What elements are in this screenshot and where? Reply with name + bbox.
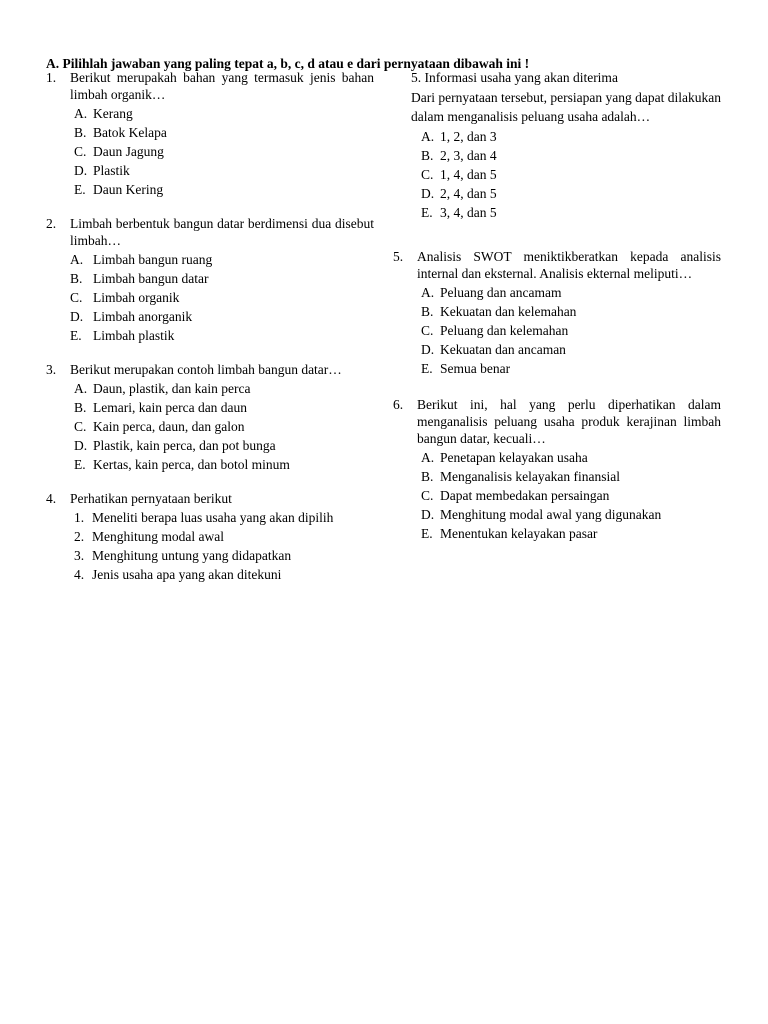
option-text: 2, 3, dan 4 xyxy=(440,148,497,163)
option-label: B. xyxy=(74,125,87,140)
option[interactable] xyxy=(46,181,374,198)
question-text: Analisis SWOT meniktikberatkan kepada analisis internal dan eksternal. Analisis ekternal meliputi… xyxy=(417,249,721,281)
statement-text: Meneliti berapa luas usaha yang akan dipilih xyxy=(92,510,334,525)
statement-item xyxy=(46,528,374,545)
option[interactable] xyxy=(46,251,374,268)
option-label: D. xyxy=(74,438,88,453)
option-label: D. xyxy=(421,507,435,522)
question-1 xyxy=(46,69,374,198)
question-text: Berikut ini, hal yang perlu diperhatikan dalam menganalisis peluang usaha produk kerajinan limbah bangun datar, kecuali… xyxy=(417,397,721,446)
option[interactable] xyxy=(46,437,374,454)
option-text: Limbah bangun ruang xyxy=(93,252,213,267)
option[interactable] xyxy=(393,322,721,339)
option-text: Peluang dan ancamam xyxy=(440,285,562,300)
question-number: 4. xyxy=(46,491,57,506)
option-text: Kerang xyxy=(93,106,133,121)
option[interactable] xyxy=(46,105,374,122)
option[interactable] xyxy=(393,468,721,485)
question-number: 5. xyxy=(393,249,404,264)
statement-number: 1. xyxy=(74,510,85,525)
option-label: C. xyxy=(421,488,434,503)
option-text: Penetapan kelayakan usaha xyxy=(440,450,588,465)
option-label: B. xyxy=(421,469,434,484)
question-3 xyxy=(46,361,374,473)
option-text: Daun Kering xyxy=(93,182,164,197)
option[interactable] xyxy=(46,143,374,160)
statement-text: Jenis usaha apa yang akan ditekuni xyxy=(92,567,282,582)
statement-item xyxy=(46,547,374,564)
option-text: 1, 4, dan 5 xyxy=(440,167,497,182)
question-text: Berikut merupakah bahan yang termasuk jenis bahan limbah organik… xyxy=(70,70,374,102)
option[interactable] xyxy=(393,487,721,504)
option[interactable] xyxy=(46,162,374,179)
option-text: Limbah bangun datar xyxy=(93,271,209,286)
option-label: B. xyxy=(421,304,434,319)
option-text: Menghitung modal awal yang digunakan xyxy=(440,507,662,522)
question-number: 3. xyxy=(46,362,57,377)
statement-number: 3. xyxy=(74,548,85,563)
option-text: Plastik xyxy=(93,163,130,178)
question-number: 2. xyxy=(46,216,57,231)
option-label: E. xyxy=(74,457,86,472)
question-number: 6. xyxy=(393,397,404,412)
option-label: D. xyxy=(421,342,435,357)
option[interactable] xyxy=(393,449,721,466)
statement-item-5: 5. Informasi usaha yang akan diterima xyxy=(411,70,618,85)
question-6 xyxy=(393,396,721,542)
option-text: Limbah organik xyxy=(93,290,180,305)
question-text: Berikut merupakan contoh limbah bangun datar… xyxy=(70,362,342,377)
option-label: C. xyxy=(74,144,87,159)
option-label: B. xyxy=(74,400,87,415)
section-heading: A. Pilihlah jawaban yang paling tepat a, b, c, d atau e dari pernyataan dibawah ini ! xyxy=(46,56,530,71)
option[interactable] xyxy=(46,327,374,344)
option-text: Daun, plastik, dan kain perca xyxy=(93,381,251,396)
option-text: 1, 2, dan 3 xyxy=(440,129,497,144)
option-text: Daun Jagung xyxy=(93,144,164,159)
option-label: A. xyxy=(74,106,88,121)
option[interactable] xyxy=(393,506,721,523)
option-text: Limbah anorganik xyxy=(93,309,193,324)
option-text: Kekuatan dan ancaman xyxy=(440,342,566,357)
option[interactable] xyxy=(46,418,374,435)
option-label: C. xyxy=(421,323,434,338)
option-label: E. xyxy=(421,205,433,220)
question-text: Limbah berbentuk bangun datar berdimensi dua disebut limbah… xyxy=(70,216,374,248)
option[interactable] xyxy=(393,147,721,164)
right-column xyxy=(393,69,721,556)
option-label: C. xyxy=(421,167,434,182)
option-text: Lemari, kain perca dan daun xyxy=(93,400,248,415)
option-text: Kertas, kain perca, dan botol minum xyxy=(93,457,290,472)
option-label: A. xyxy=(421,450,435,465)
left-column xyxy=(46,69,374,597)
option[interactable] xyxy=(46,456,374,473)
option-text: 2, 4, dan 5 xyxy=(440,186,497,201)
option[interactable] xyxy=(393,303,721,320)
option[interactable] xyxy=(393,341,721,358)
statement-number: 2. xyxy=(74,529,85,544)
question-number: 1. xyxy=(46,70,57,85)
option-text: 3, 4, dan 5 xyxy=(440,205,497,220)
option[interactable] xyxy=(393,128,721,145)
option[interactable] xyxy=(46,308,374,325)
option-label: B. xyxy=(70,271,83,286)
option-label: E. xyxy=(70,328,82,343)
option-text: Limbah plastik xyxy=(93,328,175,343)
option-text: Menganalisis kelayakan finansial xyxy=(440,469,620,484)
option-label: E. xyxy=(421,526,433,541)
option-label: A. xyxy=(74,381,88,396)
option[interactable] xyxy=(46,124,374,141)
question-4-continued xyxy=(393,69,721,221)
option[interactable] xyxy=(393,166,721,183)
statement-text: Menghitung modal awal xyxy=(92,529,224,544)
question-2 xyxy=(46,215,374,344)
option-label: E. xyxy=(421,361,433,376)
option[interactable] xyxy=(46,380,374,397)
option-label: A. xyxy=(421,129,435,144)
option-text: Plastik, kain perca, dan pot bunga xyxy=(93,438,276,453)
option-text: Batok Kelapa xyxy=(93,125,167,140)
question-text: Perhatikan pernyataan berikut xyxy=(70,491,232,506)
statement-number: 4. xyxy=(74,567,85,582)
option[interactable] xyxy=(393,204,721,221)
option-label: A. xyxy=(70,252,84,267)
option[interactable] xyxy=(393,360,721,377)
option-text: Kain perca, daun, dan galon xyxy=(93,419,245,434)
option-label: E. xyxy=(74,182,86,197)
option[interactable] xyxy=(393,525,721,542)
option-text: Peluang dan kelemahan xyxy=(440,323,569,338)
option-label: A. xyxy=(421,285,435,300)
option[interactable] xyxy=(46,399,374,416)
option-label: C. xyxy=(70,290,83,305)
option-text: Kekuatan dan kelemahan xyxy=(440,304,577,319)
statement-item xyxy=(46,509,374,526)
question-4 xyxy=(46,490,374,583)
statement-item xyxy=(46,566,374,583)
option[interactable] xyxy=(46,289,374,306)
option-label: D. xyxy=(421,186,435,201)
option-label: B. xyxy=(421,148,434,163)
option[interactable] xyxy=(393,185,721,202)
option-text: Semua benar xyxy=(440,361,511,376)
option[interactable] xyxy=(46,270,374,287)
option-label: D. xyxy=(70,309,84,324)
question-text: Dari pernyataan tersebut, persiapan yang dapat dilakukan dalam menganalisis peluang usaha adalah… xyxy=(411,90,721,124)
option[interactable] xyxy=(393,284,721,301)
question-5 xyxy=(393,248,721,377)
option-text: Menentukan kelayakan pasar xyxy=(440,526,598,541)
option-text: Dapat membedakan persaingan xyxy=(440,488,610,503)
option-label: D. xyxy=(74,163,88,178)
statement-text: Menghitung untung yang didapatkan xyxy=(92,548,292,563)
option-label: C. xyxy=(74,419,87,434)
